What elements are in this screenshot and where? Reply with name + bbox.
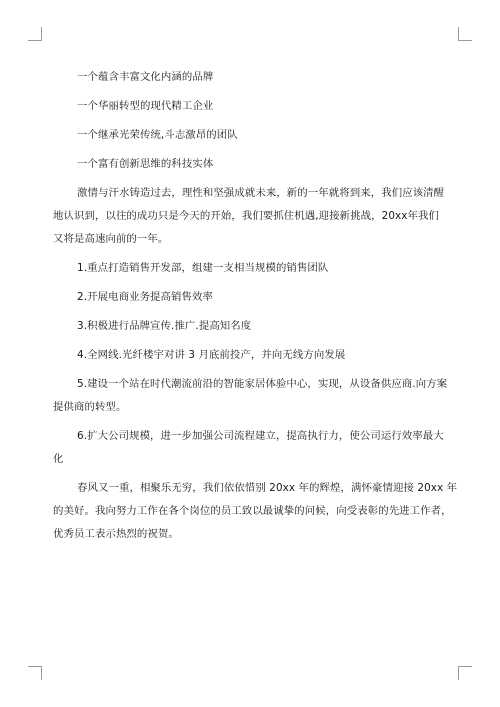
plan-item-4: 4.全网线.光纤楼宇对讲 3 月底前投产，并向无线方向发展 [77, 349, 346, 361]
tagline-4: 一个富有创新思维的科技实体 [77, 158, 214, 170]
plan-item-6-line-2: 化 [53, 453, 64, 465]
plan-item-5-line-1: 5.建设一个站在时代潮流前沿的智能家居体验中心，实现，从设备供应商.向方案 [77, 378, 448, 390]
crop-mark-top-left-v [41, 27, 42, 41]
crop-mark-bottom-right-h [458, 666, 472, 667]
crop-mark-top-right-v [458, 27, 459, 41]
crop-mark-top-left-h [28, 40, 42, 41]
document-body [53, 66, 471, 545]
intro-line-1: 激情与汗水铸造过去，理性和坚强成就未来，新的一年就将到来，我们应该清醒 [77, 187, 445, 199]
tagline-1: 一个蕴含丰富文化内涵的品牌 [77, 71, 214, 83]
intro-line-3: 又将是高速向前的一年。 [53, 233, 169, 245]
plan-item-5-line-2: 提供商的转型。 [53, 401, 127, 413]
tagline-2: 一个华丽转型的现代精工企业 [77, 100, 214, 112]
crop-mark-top-right-h [458, 40, 472, 41]
plan-item-1: 1.重点打造销售开发部，组建一支相当规模的销售团队 [77, 262, 329, 274]
closing-line-3: 优秀员工表示热烈的祝贺。 [53, 528, 179, 540]
plan-item-6-line-1: 6.扩大公司规模，进一步加强公司流程建立，提高执行力，使公司运行效率最大 [77, 430, 444, 442]
crop-mark-bottom-left-h [28, 666, 42, 667]
plan-item-2: 2.开展电商业务提高销售效率 [77, 291, 213, 303]
plan-item-3: 3.积极进行品牌宣传.推广.提高知名度 [77, 320, 252, 332]
crop-mark-bottom-right-v [458, 666, 459, 680]
intro-line-2: 地认识到，以往的成功只是今天的开始，我们要抓住机遇,迎接新挑战，20xx年我们 [53, 210, 440, 222]
closing-line-2: 的美好。我向努力工作在各个岗位的员工致以最诚挚的问候，向受表彰的先进工作者， [53, 505, 452, 517]
tagline-3: 一个继承光荣传统,斗志激昂的团队 [77, 129, 238, 141]
closing-line-1: 春风又一重，相聚乐无穷，我们依依惜别 20xx 年的辉煌，满怀豪情迎接 20xx 年 [77, 482, 458, 494]
crop-mark-bottom-left-v [41, 666, 42, 680]
